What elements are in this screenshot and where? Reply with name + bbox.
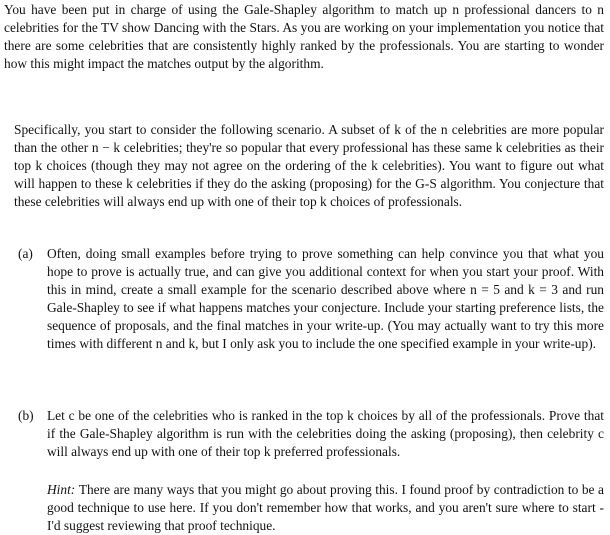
scenario-paragraph: Specifically, you start to consider the following scenario. A subset of k of the n celebrities are more popular than the other n − k celebrities; they're so popular that every professional has these same k celebrities as their top k choices (though they may not agree on the ordering of the k celebrities). You want to figure out what will happen to these k celebrities if they do the asking (proposing) for the G-S algorithm. You conjecture that these celebrities will always end up with one of their top k choices of professionals.	[14, 122, 604, 209]
intro-paragraph: You have been put in charge of using the Gale-Shapley algorithm to match up n professional dancers to n celebrities for the TV show Dancing with the Stars. As you are working on your implementation you notice that there are some celebrities that are consistently highly ranked by the professionals. You are starting to wonder how this might impact the matches output by the algorithm.	[4, 2, 604, 71]
part-b-hint	[47, 481, 604, 535]
part-b-text: Let c be one of the celebrities who is ranked in the top k choices by all of the professionals. Prove that if the Gale-Shapley algorithm is run with the celebrities doing the asking (proposing), then celebrity c will always end up with one of their top k preferred professionals.	[47, 408, 604, 459]
hint-text: There are many ways that you might go about proving this. I found proof by contradiction to be a good technique to use here. If you don't remember how that works, and you aren't sure where to start - I'd suggest reviewing that proof technique.	[47, 482, 604, 533]
part-b-label: (b)	[18, 408, 34, 423]
part-a-text: Often, doing small examples before trying to prove something can help convince you that what you hope to prove is actually true, and can give you additional context for when you start your proof. With this in mind, create a small example for the scenario described above where n = 5 and k = 3 and run Gale-Shapley to see if what happens matches your conjecture. Include your starting preference lists, the sequence of proposals, and the final matches in your write-up. (You may actually want to try this more times with different n and k, but I only ask you to include the one specified example in your write-up).	[47, 246, 604, 351]
hint-label: Hint:	[47, 482, 79, 497]
part-a-label: (a)	[18, 246, 33, 261]
